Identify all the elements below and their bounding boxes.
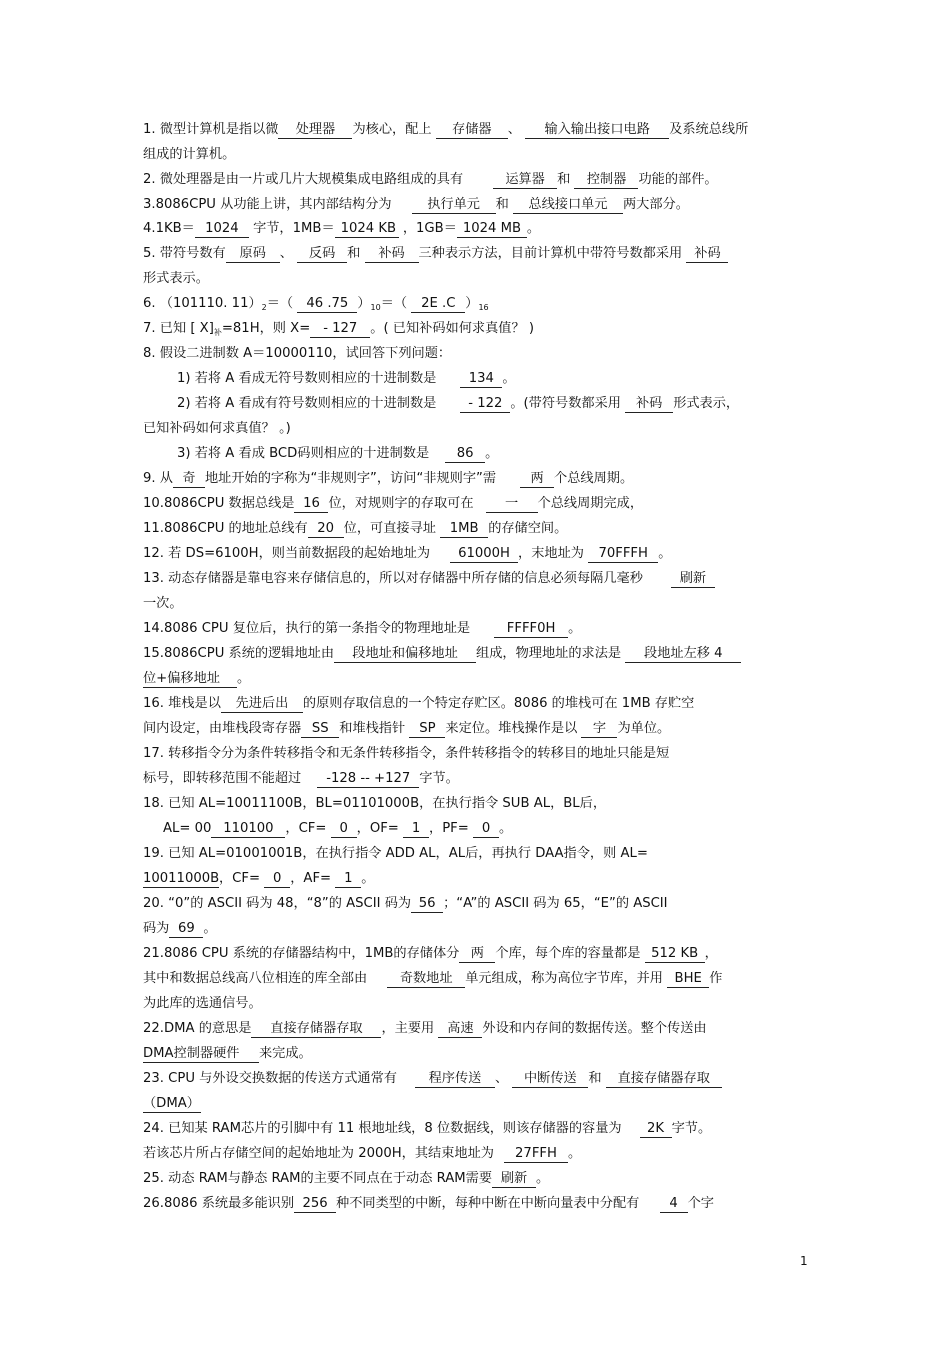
text: ，PF= <box>429 821 469 836</box>
text: 25. 动态 RAM与静态 RAM的主要不同点在于动态 RAM需要 <box>143 1171 493 1186</box>
blank: 0 <box>331 820 357 838</box>
question-8-part-2 <box>177 394 847 414</box>
text: 23. CPU 与外设交换数据的传送方式通常有 <box>143 1071 397 1086</box>
text: ＝（ <box>380 296 408 311</box>
text: 2. 微处理器是由一片或几片大规模集成电路组成的具有 <box>143 172 464 187</box>
text: 4.1KB＝ <box>143 221 195 236</box>
text: 字节。 <box>671 1121 712 1136</box>
question-7 <box>143 319 813 343</box>
blank: 控制器 <box>574 171 638 189</box>
blank: 46 .75 <box>297 295 357 313</box>
text: 16. 堆栈是以 <box>143 696 221 711</box>
text: 种不同类型的中断，每种中断在中断向量表中分配有 <box>336 1196 640 1211</box>
text: 已知补码如何求真值？ 。) <box>143 421 291 436</box>
text: 来完成。 <box>259 1046 312 1061</box>
text: 。 <box>502 371 516 386</box>
question-8-part-2-cont <box>143 419 813 439</box>
text: 。( 已知补码如何求真值？ ) <box>370 321 535 336</box>
text: 。 <box>658 546 672 561</box>
question-11 <box>143 519 813 539</box>
blank: 段地址左移 4 <box>625 645 741 663</box>
blank: 中断传送 <box>512 1070 588 1088</box>
text: 作 <box>709 971 723 986</box>
text: 两大部分。 <box>622 197 689 212</box>
subscript: 10 <box>370 303 381 312</box>
text: 。 <box>361 871 375 886</box>
blank: 2K <box>640 1120 672 1138</box>
blank: -128 -- +127 <box>317 770 419 788</box>
text: ，1GB＝ <box>402 221 457 236</box>
text: 形式表示。 <box>143 271 209 286</box>
text: ，CF= <box>219 871 261 886</box>
question-9 <box>143 469 813 489</box>
text: 13. 动态存储器是靠电容来存储信息的，所以对存储器中所存储的信息必须每隔几毫秒 <box>143 571 643 586</box>
blank: 处理器 <box>278 121 352 139</box>
question-13-cont <box>143 594 813 614</box>
question-16-cont <box>143 719 813 739</box>
blank: BHE <box>667 970 709 988</box>
text: 外设和内存间的数据传送。整个传送由 <box>482 1021 707 1036</box>
question-23 <box>143 1069 813 1089</box>
text: 和堆栈指针 <box>339 721 406 736</box>
text: 功能的部件。 <box>638 172 718 187</box>
blank: 字 <box>581 720 617 738</box>
text: 1. 微型计算机是指以微 <box>143 122 279 137</box>
blank: 0 <box>473 820 499 838</box>
blank: 61000H <box>450 545 518 563</box>
text: ，AF= <box>290 871 332 886</box>
text: 10.8086CPU 数据总线是 <box>143 496 295 511</box>
blank: 奇 <box>173 470 205 488</box>
question-8 <box>143 344 813 364</box>
text: 。 <box>526 221 541 236</box>
question-21-cont-2 <box>143 994 813 1014</box>
text: 。(带符号数都采用 <box>510 396 621 411</box>
text: 字节。 <box>419 771 459 786</box>
blank: 10011000B <box>143 871 220 886</box>
blank: 两 <box>459 945 495 963</box>
blank: 奇数地址 <box>387 970 465 988</box>
text: ） <box>465 296 479 311</box>
text: 的原则存取信息的一个特定存贮区。8086 的堆栈可在 1MB 存贮空 <box>302 696 695 711</box>
question-19-cont <box>143 869 813 889</box>
text: 和 <box>347 246 361 261</box>
question-12 <box>143 544 813 564</box>
text: ，主要用 <box>381 1021 435 1036</box>
question-5 <box>143 244 813 264</box>
blank: 110100 <box>211 820 285 838</box>
question-21 <box>143 944 813 964</box>
blank: 高速 <box>438 1020 482 1038</box>
text: 8. 假设二进制数 A＝10000110，试回答下列问题： <box>143 346 452 361</box>
blank: SS <box>301 720 339 738</box>
text: 18. 已知 AL=10011100B，BL=01101000B，在执行指令 SUB AL，BL后， <box>143 796 607 811</box>
question-1 <box>143 120 813 140</box>
blank: 先进后出 <box>221 695 303 713</box>
text: 9. 从 <box>143 471 173 486</box>
question-8-part-1 <box>177 369 847 389</box>
text: 1) 若将 A 看成无符号数则相应的十进制数是 <box>177 371 437 386</box>
text: 为核心，配上 <box>352 122 432 137</box>
text: 3.8086CPU 从功能上讲，其内部结构分为 <box>143 197 392 212</box>
text: 14.8086 CPU 复位后，执行的第一条指令的物理地址是 <box>143 621 471 636</box>
blank: 总线接口单元 <box>513 196 623 214</box>
text: 为单位。 <box>617 721 671 736</box>
page-number: 1 <box>800 1254 808 1268</box>
blank: 输入输出接口电路 <box>525 121 669 139</box>
text: =81H，则 X= <box>221 321 311 336</box>
text: 。 <box>237 671 251 686</box>
blank: 56 <box>411 895 443 913</box>
text: 字节，1MB＝ <box>253 221 335 236</box>
blank: 反码 <box>297 245 347 263</box>
text: 。 <box>567 1146 582 1161</box>
blank: 27FFH <box>504 1145 568 1163</box>
text: ，OF= <box>356 821 399 836</box>
blank: 0 <box>264 870 290 888</box>
text: 个总线周期。 <box>554 471 634 486</box>
question-10 <box>143 494 813 514</box>
text: 。 <box>568 621 582 636</box>
question-4 <box>143 219 813 239</box>
blank: 256 <box>294 1195 336 1213</box>
question-8-part-3 <box>177 444 847 464</box>
blank: 一 <box>486 495 538 513</box>
text: 和 <box>495 197 509 212</box>
blank: 4 <box>660 1195 688 1213</box>
question-20 <box>143 894 813 914</box>
blank: （DMA） <box>143 1096 200 1111</box>
blank: 程序传送 <box>415 1070 495 1088</box>
text: 。 <box>536 1171 550 1186</box>
text: 11.8086CPU 的地址总线有 <box>143 521 308 536</box>
blank: 运算器 <box>493 171 557 189</box>
question-26 <box>143 1194 813 1214</box>
text: ，CF= <box>285 821 327 836</box>
question-14 <box>143 619 813 639</box>
text: 地址开始的字称为“非规则字”，访问“非规则字”需 <box>204 471 497 486</box>
blank: 69 <box>169 920 203 938</box>
text: ，末地址为 <box>518 546 584 561</box>
question-6 <box>143 294 813 318</box>
question-18-cont <box>163 819 833 839</box>
text: 22.DMA 的意思是 <box>143 1021 252 1036</box>
text: 、 <box>507 122 521 137</box>
question-5-cont <box>143 269 813 289</box>
question-20-cont <box>143 919 813 939</box>
blank: - 127 <box>310 320 370 338</box>
blank: 执行单元 <box>412 196 496 214</box>
text: 24. 已知某 RAM芯片的引脚中有 11 根地址线，8 位数据线，则该存储器的容量为 <box>143 1121 622 1136</box>
text: 来定位。堆栈操作是以 <box>445 721 578 736</box>
text: 6. （101110. 11） <box>143 296 262 311</box>
blank: 原码 <box>226 245 280 263</box>
text: 和 <box>557 172 571 187</box>
text: 个字 <box>687 1196 714 1211</box>
text: 2) 若将 A 看成有符号数则相应的十进制数是 <box>177 396 437 411</box>
blank: 2E .C <box>411 295 465 313</box>
blank: 1024 KB <box>335 220 399 238</box>
question-21-cont <box>143 969 813 989</box>
blank: DMA控制器硬件 <box>143 1045 259 1063</box>
blank: 存储器 <box>436 121 508 139</box>
blank: 512 KB <box>645 945 705 963</box>
question-15 <box>143 644 813 664</box>
text: 26.8086 系统最多能识别 <box>143 1196 295 1211</box>
text: 。 <box>203 921 217 936</box>
text: 为此库的选通信号。 <box>143 996 262 1011</box>
text: 形式表示， <box>673 396 740 411</box>
question-22-cont <box>143 1044 813 1064</box>
text: 个库，每个库的容量都是 <box>495 946 641 961</box>
text: ） <box>357 296 371 311</box>
question-15-cont <box>143 669 813 689</box>
blank: 位+偏移地址 <box>143 670 237 688</box>
question-25 <box>143 1169 813 1189</box>
text: 和 <box>588 1071 602 1086</box>
text: 19. 已知 AL=01001001B，在执行指令 ADD AL，AL后，再执行 DAA指令，则 AL= <box>143 846 648 861</box>
blank: 刷新 <box>492 1170 536 1188</box>
blank: 1 <box>335 870 361 888</box>
text: 12. 若 DS=6100H，则当前数据段的起始地址为 <box>143 546 431 561</box>
blank: 1024 MB <box>457 220 527 238</box>
question-22 <box>143 1019 813 1039</box>
text: 位，对规则字的存取可在 <box>328 496 474 511</box>
question-16 <box>143 694 813 714</box>
text: ＝（ <box>266 296 294 311</box>
text: 标号，即转移范围不能超过 <box>143 771 302 786</box>
question-23-cont <box>143 1094 813 1114</box>
blank: 补码 <box>365 245 419 263</box>
text: 15.8086CPU 系统的逻辑地址由 <box>143 646 335 661</box>
text: AL= 00 <box>163 821 212 836</box>
blank: 16 <box>294 495 328 513</box>
blank: 86 <box>445 445 485 463</box>
blank: 补码 <box>686 245 728 263</box>
subscript: 补 <box>213 328 222 337</box>
text: 。 <box>485 446 499 461</box>
text: 码为 <box>143 921 170 936</box>
text: 21.8086 CPU 系统的存储器结构中，1MB的存储体分 <box>143 946 460 961</box>
text: 组成的计算机。 <box>143 147 236 162</box>
text: 、 <box>494 1071 509 1086</box>
text: 三种表示方法，目前计算机中带符号数都采用 <box>418 246 683 261</box>
blank: 70FFFH <box>588 545 658 563</box>
blank: 20 <box>308 520 344 538</box>
text: 间内设定，由堆栈段寄存器 <box>143 721 302 736</box>
blank: 1 <box>403 820 429 838</box>
question-17 <box>143 744 813 764</box>
text: 17. 转移指令分为条件转移指令和无条件转移指令，条件转移指令的转移目的地址只能是短 <box>143 746 670 761</box>
text: ， <box>704 946 718 961</box>
blank: 1024 <box>195 220 249 238</box>
question-3 <box>143 195 813 215</box>
text: 的存储空间。 <box>488 521 568 536</box>
text: 个总线周期完成， <box>537 496 644 511</box>
text: 组成，物理地址的求法是 <box>476 646 622 661</box>
text: 其中和数据总线高八位相连的库全部由 <box>143 971 368 986</box>
question-24 <box>143 1119 813 1139</box>
blank: 1MB <box>440 520 488 538</box>
text: 20. “0”的 ASCII 码为 48，“8”的 ASCII 码为 <box>143 896 412 911</box>
subscript: 16 <box>478 303 489 312</box>
blank: - 122 <box>460 395 510 413</box>
text: 7. 已知 [ X] <box>143 321 214 336</box>
text: 。 <box>499 821 513 836</box>
subscript: 2 <box>261 303 267 312</box>
text: 位，可直接寻址 <box>343 521 436 536</box>
text: 5. 带符号数有 <box>143 246 226 261</box>
text: 3) 若将 A 看成 BCD码则相应的十进制数是 <box>177 446 430 461</box>
question-19 <box>143 844 813 864</box>
blank: 刷新 <box>671 570 715 588</box>
blank: 两 <box>520 470 554 488</box>
question-2 <box>143 170 813 190</box>
text: 、 <box>279 246 293 261</box>
blank: 补码 <box>625 395 673 413</box>
text: ；“A”的 ASCII 码为 65，“E”的 ASCII <box>443 896 668 911</box>
text: 及系统总线所 <box>669 122 749 137</box>
question-17-cont <box>143 769 813 789</box>
text: 一次。 <box>143 596 183 611</box>
blank: 段地址和偏移地址 <box>334 645 476 663</box>
question-13 <box>143 569 813 589</box>
blank: FFFF0H <box>494 620 568 638</box>
question-1-cont <box>143 145 813 165</box>
blank: SP <box>409 720 445 738</box>
blank: 直接存储器存取 <box>606 1070 722 1088</box>
blank: 直接存储器存取 <box>251 1020 381 1038</box>
question-24-cont <box>143 1144 813 1164</box>
text: 若该芯片所占存储空间的起始地址为 2000H，其结束地址为 <box>143 1146 494 1161</box>
blank: 134 <box>460 370 502 388</box>
question-18 <box>143 794 813 814</box>
text: 单元组成，称为高位字节库，并用 <box>465 971 663 986</box>
